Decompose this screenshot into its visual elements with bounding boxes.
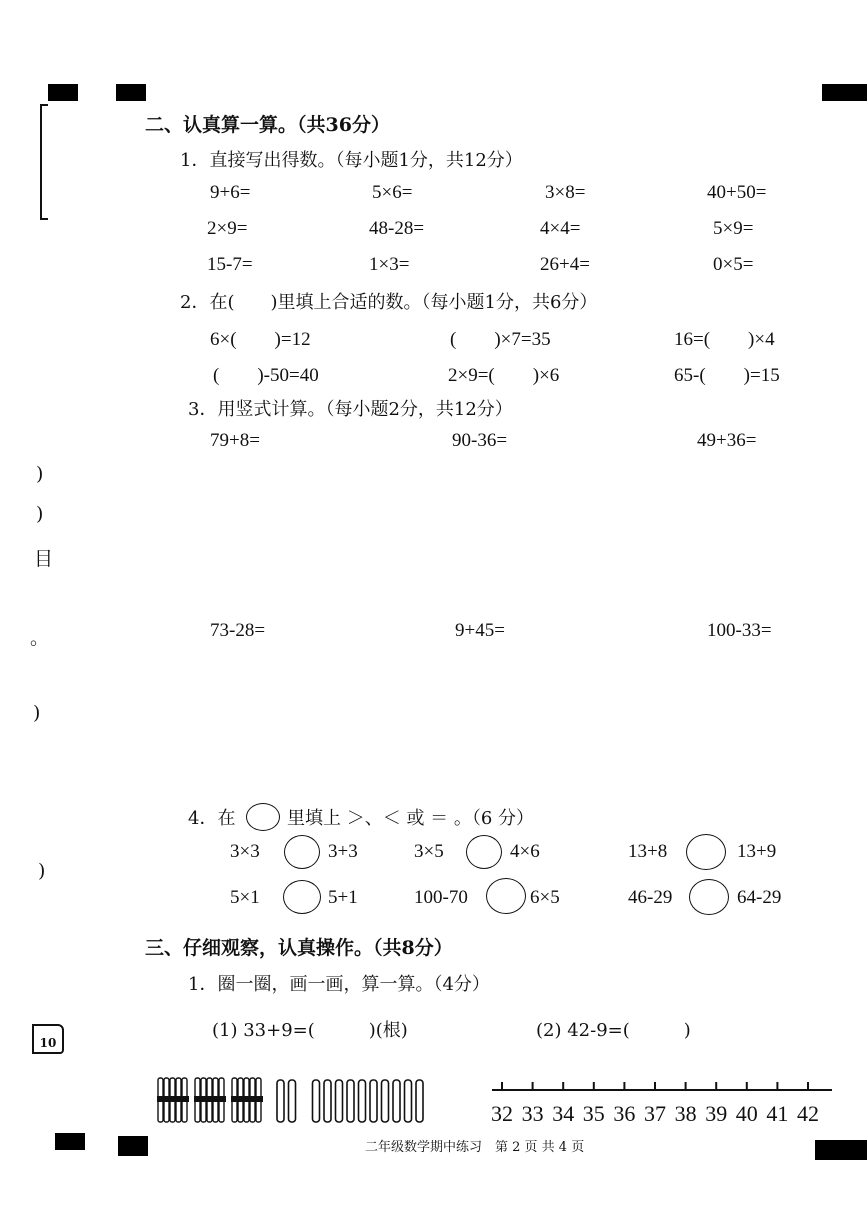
registration-mark — [55, 1133, 85, 1150]
stick-bundle — [194, 1078, 226, 1122]
q4-left: 5×1 — [230, 887, 260, 908]
q4-title-suffix: 里填上 ＞、＜ 或 ＝ 。（6 分） — [287, 808, 535, 829]
q1-item: 2×9= — [207, 218, 248, 239]
q2-title: 2．在( )里填上合适的数。（每小题1分，共6分） — [180, 292, 598, 313]
q4-right: 3+3 — [328, 841, 358, 862]
q3-title: 3．用竖式计算。（每小题2分，共12分） — [188, 399, 513, 420]
number-line-label: 41 — [766, 1101, 789, 1126]
bundle-tie — [157, 1096, 189, 1102]
stick-bundle — [231, 1078, 263, 1122]
single-stick — [416, 1080, 423, 1122]
answer-circle[interactable] — [283, 880, 321, 914]
q3-item: 90-36= — [452, 430, 508, 451]
q4-right: 6×5 — [530, 887, 560, 908]
q1-item: 9+6= — [210, 182, 251, 203]
answer-circle[interactable] — [284, 835, 320, 869]
number-line-label: 33 — [521, 1101, 544, 1126]
margin-mark: ) — [36, 463, 44, 485]
registration-mark — [118, 1136, 148, 1156]
single-stick — [382, 1080, 389, 1122]
q1-item: 1×3= — [369, 254, 410, 275]
q2-item: 65-( )=15 — [674, 365, 780, 386]
answer-circle-icon — [246, 803, 280, 831]
q4-left: 3×5 — [414, 841, 444, 862]
q3-item: 100-33= — [707, 620, 772, 641]
answer-circle[interactable] — [486, 878, 526, 914]
q3-item: 79+8= — [210, 430, 260, 451]
score-box — [32, 1024, 64, 1054]
q4-left: 3×3 — [230, 841, 260, 862]
q3-item: 9+45= — [455, 620, 505, 641]
q4-right: 4×6 — [510, 841, 540, 862]
answer-circle[interactable] — [689, 879, 729, 915]
single-stick — [277, 1080, 284, 1122]
single-stick — [313, 1080, 320, 1122]
single-stick — [324, 1080, 331, 1122]
s3-q1-part2: (2) 42-9=( ) — [536, 1020, 691, 1041]
margin-mark: ) — [36, 503, 44, 525]
number-line — [490, 1076, 840, 1132]
single-stick — [336, 1080, 343, 1122]
q4-right: 64-29 — [737, 887, 782, 908]
q4-left: 100-70 — [414, 887, 468, 908]
q4-left: 13+8 — [628, 841, 668, 862]
page-footer: 二年级数学期中练习 第 2 页 共 4 页 — [365, 1140, 585, 1155]
single-stick — [370, 1080, 377, 1122]
registration-mark — [48, 84, 78, 101]
bundle-tie — [231, 1096, 263, 1102]
section-3-title: 三、仔细观察，认真操作。（共8分） — [145, 937, 453, 959]
number-line-label: 38 — [674, 1101, 697, 1126]
q2-item: 2×9=( )×6 — [448, 365, 560, 386]
number-line-label: 35 — [582, 1101, 605, 1126]
q1-item: 3×8= — [545, 182, 586, 203]
binding-bracket — [40, 104, 48, 220]
q1-item: 26+4= — [540, 254, 590, 275]
single-stick — [393, 1080, 400, 1122]
number-line-label: 42 — [797, 1101, 819, 1126]
bundle-tie — [194, 1096, 226, 1102]
q2-item: 6×( )=12 — [210, 329, 311, 350]
section-2-title: 二、认真算一算。（共36分） — [145, 114, 390, 136]
number-line-label: 36 — [613, 1101, 636, 1126]
single-stick — [289, 1080, 296, 1122]
registration-mark — [822, 84, 867, 101]
single-stick — [405, 1080, 412, 1122]
q2-item: ( )×7=35 — [450, 329, 551, 350]
number-line-label: 34 — [552, 1101, 575, 1126]
single-stick — [359, 1080, 366, 1122]
q4-title-prefix: 4．在 — [188, 808, 236, 829]
answer-circle[interactable] — [686, 834, 726, 870]
registration-mark — [116, 84, 146, 101]
q1-title: 1．直接写出得数。（每小题1分，共12分） — [180, 150, 523, 171]
margin-mark: ) — [38, 860, 46, 882]
stick-bundles-illustration — [150, 1074, 460, 1130]
q1-item: 40+50= — [707, 182, 767, 203]
q2-item: ( )-50=40 — [213, 365, 319, 386]
q1-item: 5×6= — [372, 182, 413, 203]
number-line-label: 39 — [705, 1101, 728, 1126]
s3-q1-part1: (1) 33+9=( )(根) — [212, 1020, 408, 1041]
q3-item: 73-28= — [210, 620, 266, 641]
q3-item: 49+36= — [697, 430, 757, 451]
q1-item: 5×9= — [713, 218, 754, 239]
q4-right: 5+1 — [328, 887, 358, 908]
margin-mark: 目 — [34, 548, 54, 570]
q4-right: 13+9 — [737, 841, 777, 862]
answer-circle[interactable] — [466, 835, 502, 869]
number-line-label: 40 — [735, 1101, 758, 1126]
q2-item: 16=( )×4 — [674, 329, 775, 350]
q1-item: 4×4= — [540, 218, 581, 239]
single-stick — [347, 1080, 354, 1122]
margin-mark: ) — [33, 702, 41, 724]
q4-left: 46-29 — [628, 887, 673, 908]
q1-item: 15-7= — [207, 254, 253, 275]
q1-item: 48-28= — [369, 218, 425, 239]
number-line-label: 32 — [491, 1101, 513, 1126]
margin-mark: 。 — [30, 627, 50, 649]
s3-q1-title: 1．圈一圈，画一画，算一算。（4分） — [188, 974, 490, 995]
registration-mark — [815, 1140, 867, 1160]
number-line-label: 37 — [644, 1101, 666, 1126]
stick-bundle — [157, 1078, 189, 1122]
q1-item: 0×5= — [713, 254, 754, 275]
score-box-value: 10 — [39, 1036, 57, 1050]
